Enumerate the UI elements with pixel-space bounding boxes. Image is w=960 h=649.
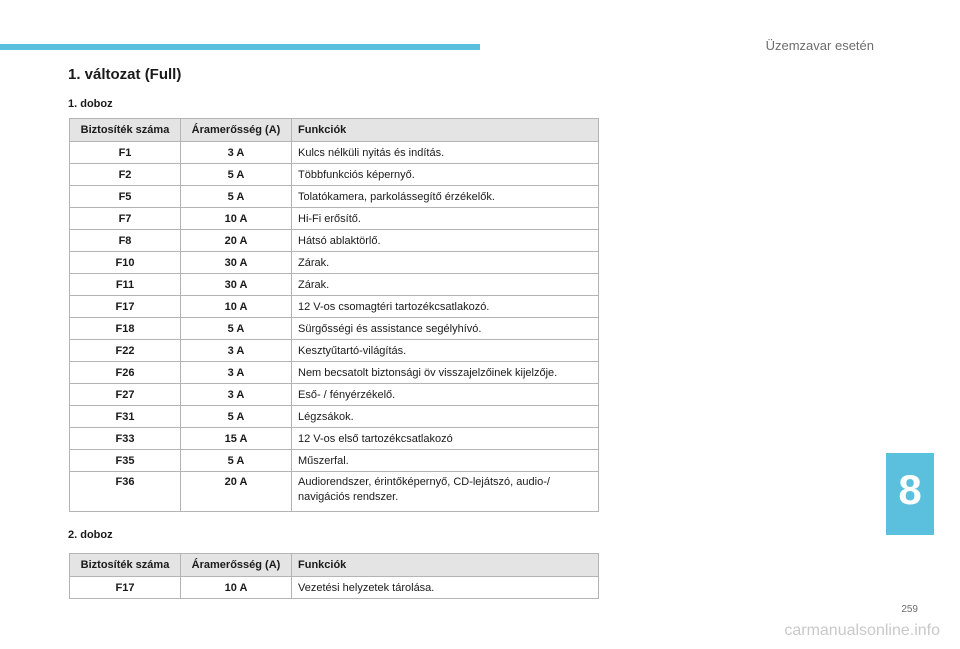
fuse-amperage: 30 A	[181, 274, 292, 296]
fuse-number: F17	[70, 296, 181, 318]
fuse-table-box1	[69, 118, 599, 512]
table-row	[70, 164, 599, 186]
table-row	[70, 428, 599, 450]
fuse-function: Nem becsatolt biztonsági öv visszajelzőinek kijelzője.	[292, 362, 599, 384]
fuse-number: F35	[70, 450, 181, 472]
watermark: carmanualsonline.info	[784, 622, 940, 639]
fuse-number: F10	[70, 252, 181, 274]
fuse-amperage: 3 A	[181, 384, 292, 406]
header-functions: Funkciók	[292, 119, 599, 142]
header-fuse-number: Biztosíték száma	[70, 554, 181, 577]
fuse-number: F33	[70, 428, 181, 450]
fuse-function: Zárak.	[292, 252, 599, 274]
table-row	[70, 577, 599, 599]
fuse-function: Tolatókamera, parkolássegítő érzékelők.	[292, 186, 599, 208]
header-amperage: Áramerősség (A)	[181, 119, 292, 142]
table-row	[70, 296, 599, 318]
chapter-title: Üzemzavar esetén	[765, 38, 874, 53]
fuse-amperage: 10 A	[181, 296, 292, 318]
fuse-function: Kesztyűtartó-világítás.	[292, 340, 599, 362]
fuse-number: F31	[70, 406, 181, 428]
fuse-number: F18	[70, 318, 181, 340]
header-accent-bar	[0, 44, 480, 50]
table-row	[70, 450, 599, 472]
fuse-function: 12 V-os első tartozékcsatlakozó	[292, 428, 599, 450]
table-row	[70, 340, 599, 362]
fuse-number: F7	[70, 208, 181, 230]
fuse-amperage: 3 A	[181, 362, 292, 384]
table-row	[70, 274, 599, 296]
section-title: 1. változat (Full)	[68, 66, 182, 83]
table-row	[70, 186, 599, 208]
fuse-function: Műszerfal.	[292, 450, 599, 472]
table-row	[70, 230, 599, 252]
box2-label: 2. doboz	[68, 529, 113, 541]
fuse-amperage: 10 A	[181, 577, 292, 599]
fuse-function: Hi-Fi erősítő.	[292, 208, 599, 230]
fuse-number: F2	[70, 164, 181, 186]
page-number: 259	[901, 604, 918, 615]
fuse-amperage: 5 A	[181, 406, 292, 428]
header-fuse-number: Biztosíték száma	[70, 119, 181, 142]
fuse-number: F26	[70, 362, 181, 384]
table-row	[70, 142, 599, 164]
fuse-function: Zárak.	[292, 274, 599, 296]
fuse-amperage: 10 A	[181, 208, 292, 230]
fuse-number: F5	[70, 186, 181, 208]
fuse-table-box2	[69, 553, 599, 599]
fuse-amperage: 30 A	[181, 252, 292, 274]
fuse-function: Hátsó ablaktörlő.	[292, 230, 599, 252]
fuse-amperage: 5 A	[181, 318, 292, 340]
table-row	[70, 252, 599, 274]
fuse-number: F11	[70, 274, 181, 296]
fuse-amperage: 3 A	[181, 340, 292, 362]
fuse-amperage: 20 A	[181, 230, 292, 252]
table-row	[70, 208, 599, 230]
fuse-function: Kulcs nélküli nyitás és indítás.	[292, 142, 599, 164]
fuse-number: F8	[70, 230, 181, 252]
fuse-amperage: 5 A	[181, 164, 292, 186]
fuse-amperage: 3 A	[181, 142, 292, 164]
fuse-number: F17	[70, 577, 181, 599]
table-row	[70, 362, 599, 384]
fuse-number: F1	[70, 142, 181, 164]
table-row	[70, 318, 599, 340]
fuse-function: Sürgősségi és assistance segélyhívó.	[292, 318, 599, 340]
table-header-row	[70, 554, 599, 577]
fuse-function: Légzsákok.	[292, 406, 599, 428]
fuse-function: Vezetési helyzetek tárolása.	[292, 577, 599, 599]
header-functions: Funkciók	[292, 554, 599, 577]
fuse-number: F22	[70, 340, 181, 362]
fuse-function: 12 V-os csomagtéri tartozékcsatlakozó.	[292, 296, 599, 318]
fuse-amperage: 5 A	[181, 450, 292, 472]
fuse-function: Többfunkciós képernyő.	[292, 164, 599, 186]
fuse-amperage: 20 A	[181, 472, 292, 512]
fuse-function: Audiorendszer, érintőképernyő, CD-lejátszó, audio-/ navigációs rendszer.	[292, 472, 599, 512]
chapter-number: 8	[898, 466, 922, 513]
table-row	[70, 406, 599, 428]
table-header-row	[70, 119, 599, 142]
fuse-amperage: 5 A	[181, 186, 292, 208]
fuse-amperage: 15 A	[181, 428, 292, 450]
header-amperage: Áramerősség (A)	[181, 554, 292, 577]
fuse-number: F36	[70, 472, 181, 512]
table-row	[70, 472, 599, 512]
fuse-function: Eső- / fényérzékelő.	[292, 384, 599, 406]
fuse-number: F27	[70, 384, 181, 406]
table-row	[70, 384, 599, 406]
box1-label: 1. doboz	[68, 98, 113, 110]
